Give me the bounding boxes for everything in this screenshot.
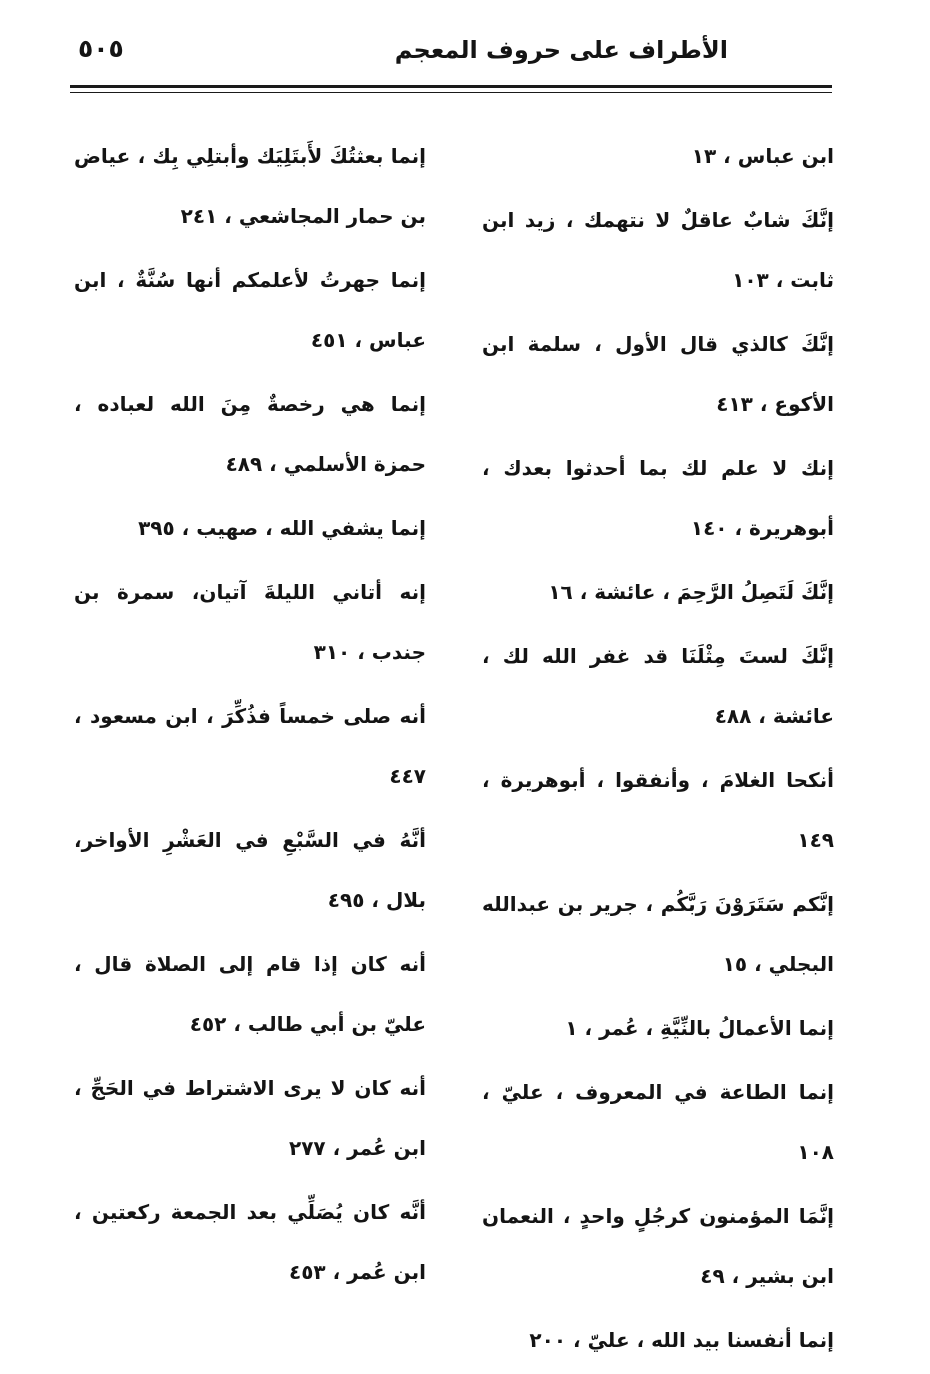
index-entry: أنه كان إذا قام إلى الصلاة قال ، عليّ بن أبي طالب ، ٤٥٢ (74, 952, 426, 1036)
index-entry: إنما الأعمالُ بالنِّيَّةِ ، عُمر ، ١ (565, 1016, 834, 1040)
index-column-right (482, 126, 834, 1374)
index-entry: إنما أنفسنا بيد الله ، عليّ ، ٢٠٠ (529, 1328, 834, 1352)
running-title: الأطراف على حروف المعجم (394, 36, 728, 64)
index-entry: إنَّكَ لستَ مِثْلَنَا قد غفر الله لك ، عائشة ، ٤٨٨ (482, 644, 834, 728)
index-entry: إنَّمَا المؤمنون كرجُلٍ واحدٍ ، النعمان ابن بشير ، ٤٩ (482, 1204, 834, 1288)
index-entry: ابن عباس ، ١٣ (691, 144, 834, 168)
index-entry: إنه أتاني الليلةَ آتيان، سمرة بن جندب ، ٣١٠ (74, 580, 426, 664)
index-entry: إنَّكم سَتَرَوْنَ رَبَّكُم ، جرير بن عبدالله البجلي ، ١٥ (482, 892, 834, 976)
index-entry: إنَّكَ كالذي قال الأول ، سلمة ابن الأكوع ، ٤١٣ (482, 332, 834, 416)
index-entry: إنما يشفي الله ، صهيب ، ٣٩٥ (138, 516, 426, 540)
index-entry: أنَّه كان يُصَلِّي بعد الجمعة ركعتين ، ابن عُمر ، ٤٥٣ (74, 1200, 426, 1284)
index-entry: إنما جهرتُ لأعلمكم أنها سُنَّةٌ ، ابن عباس ، ٤٥١ (74, 268, 426, 352)
index-entry: أنه صلى خمساً فذُكِّرَ ، ابن مسعود ، ٤٤٧ (74, 704, 426, 788)
header-rule-thin (70, 92, 832, 93)
index-entry: إنَّكَ لَتَصِلُ الرَّحِمَ ، عائشة ، ١٦ (548, 580, 834, 604)
index-entry: إنك لا علم لك بما أحدثوا بعدك ، أبوهريرة ، ١٤٠ (482, 456, 834, 540)
index-entry: إنما بعثتُكَ لأَبتَلِيَك وأبتلِي بِك ، عياض بن حمار المجاشعي ، ٢٤١ (74, 144, 426, 228)
index-entry: إنما الطاعة في المعروف ، عليّ ، ١٠٨ (482, 1080, 834, 1164)
index-entry: إنما هي رخصةٌ مِنَ الله لعباده ، حمزة الأسلمي ، ٤٨٩ (74, 392, 426, 476)
page-number: ٥٠٥ (78, 34, 124, 63)
index-entry: إنَّكَ شابٌ عاقلٌ لا نتهمك ، زيد ابن ثابت ، ١٠٣ (482, 208, 834, 292)
index-column-left (74, 126, 426, 1306)
page-header (70, 30, 830, 76)
index-entry: أنَّهُ في السَّبْعِ في العَشْرِ الأواخر، بلال ، ٤٩٥ (74, 828, 426, 912)
header-rule-thick (70, 85, 832, 88)
index-entry: أنه كان لا يرى الاشتراط في الحَجِّ ، ابن عُمر ، ٢٧٧ (74, 1076, 426, 1160)
index-entry: أنكحا الغلامَ ، وأنفقوا ، أبوهريرة ، ١٤٩ (482, 768, 834, 852)
